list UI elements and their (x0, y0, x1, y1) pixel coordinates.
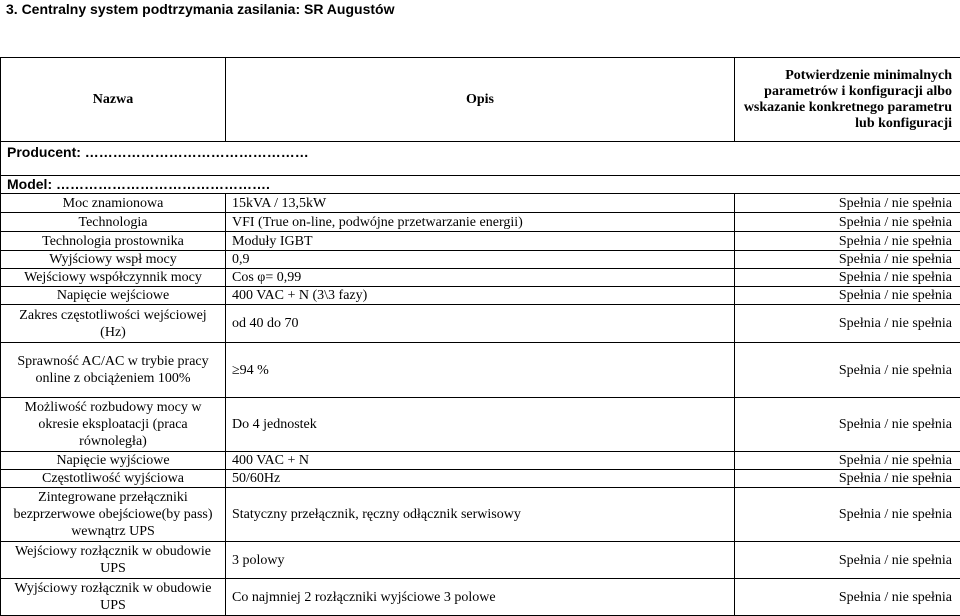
producer-row (1, 142, 960, 176)
table-row (1, 194, 960, 213)
model-row (1, 176, 960, 194)
param-desc: ≥94 % (226, 343, 735, 398)
section-heading: 3. Centralny system podtrzymania zasilania: SR Augustów (6, 0, 394, 18)
param-desc: od 40 do 70 (226, 305, 735, 343)
status-field[interactable]: Spełnia / nie spełnia (735, 251, 960, 269)
table-row (1, 488, 960, 542)
table-header-row (1, 58, 960, 142)
producer-field[interactable]: Producent: ………………………………………… (1, 142, 960, 176)
table-row (1, 305, 960, 343)
param-name: Możliwość rozbudowy mocy w okresie eksploatacji (praca równoległa) (1, 398, 226, 452)
status-field[interactable]: Spełnia / nie spełnia (735, 542, 960, 579)
table-row (1, 542, 960, 579)
param-desc: 50/60Hz (226, 470, 735, 488)
param-desc: Cos φ= 0,99 (226, 269, 735, 287)
table-row (1, 213, 960, 232)
table-row (1, 287, 960, 305)
status-field[interactable]: Spełnia / nie spełnia (735, 194, 960, 213)
param-desc: 400 VAC + N (3\3 fazy) (226, 287, 735, 305)
status-field[interactable]: Spełnia / nie spełnia (735, 232, 960, 251)
param-desc: VFI (True on-line, podwójne przetwarzanie energii) (226, 213, 735, 232)
param-desc: Co najmniej 2 rozłączniki wyjściowe 3 polowe (226, 579, 735, 616)
param-name: Zintegrowane przełączniki bezprzerwowe obejściowe(by pass) wewnątrz UPS (1, 488, 226, 542)
param-name: Częstotliwość wyjściowa (1, 470, 226, 488)
table-row (1, 343, 960, 398)
table-row (1, 579, 960, 616)
param-name: Napięcie wyjściowe (1, 452, 226, 470)
param-name: Sprawność AC/AC w trybie pracy online z obciążeniem 100% (1, 343, 226, 398)
status-field[interactable]: Spełnia / nie spełnia (735, 213, 960, 232)
param-desc: Moduły IGBT (226, 232, 735, 251)
spec-table (0, 57, 960, 616)
param-name: Technologia prostownika (1, 232, 226, 251)
param-name: Zakres częstotliwości wejściowej (Hz) (1, 305, 226, 343)
status-field[interactable]: Spełnia / nie spełnia (735, 269, 960, 287)
status-field[interactable]: Spełnia / nie spełnia (735, 470, 960, 488)
param-desc: Do 4 jednostek (226, 398, 735, 452)
status-field[interactable]: Spełnia / nie spełnia (735, 398, 960, 452)
param-name: Wyjściowy wspł mocy (1, 251, 226, 269)
col-header-confirm: Potwierdzenie minimalnych parametrów i konfiguracji albo wskazanie konkretnego parametru lub konfiguracji (735, 58, 960, 142)
status-field[interactable]: Spełnia / nie spełnia (735, 579, 960, 616)
status-field[interactable]: Spełnia / nie spełnia (735, 343, 960, 398)
table-row (1, 232, 960, 251)
param-name: Napięcie wejściowe (1, 287, 226, 305)
status-field[interactable]: Spełnia / nie spełnia (735, 305, 960, 343)
param-desc: Statyczny przełącznik, ręczny odłącznik serwisowy (226, 488, 735, 542)
param-desc: 15kVA / 13,5kW (226, 194, 735, 213)
table-row (1, 251, 960, 269)
status-field[interactable]: Spełnia / nie spełnia (735, 452, 960, 470)
param-desc: 0,9 (226, 251, 735, 269)
param-desc: 400 VAC + N (226, 452, 735, 470)
param-desc: 3 polowy (226, 542, 735, 579)
col-header-name: Nazwa (1, 58, 226, 142)
col-header-desc: Opis (226, 58, 735, 142)
param-name: Wyjściowy rozłącznik w obudowie UPS (1, 579, 226, 616)
model-field[interactable]: Model: ………………………………………. (1, 176, 960, 194)
table-row (1, 452, 960, 470)
table-row (1, 398, 960, 452)
table-row (1, 269, 960, 287)
status-field[interactable]: Spełnia / nie spełnia (735, 287, 960, 305)
param-name: Wejściowy współczynnik mocy (1, 269, 226, 287)
param-name: Moc znamionowa (1, 194, 226, 213)
param-name: Wejściowy rozłącznik w obudowie UPS (1, 542, 226, 579)
param-name: Technologia (1, 213, 226, 232)
status-field[interactable]: Spełnia / nie spełnia (735, 488, 960, 542)
table-row (1, 470, 960, 488)
